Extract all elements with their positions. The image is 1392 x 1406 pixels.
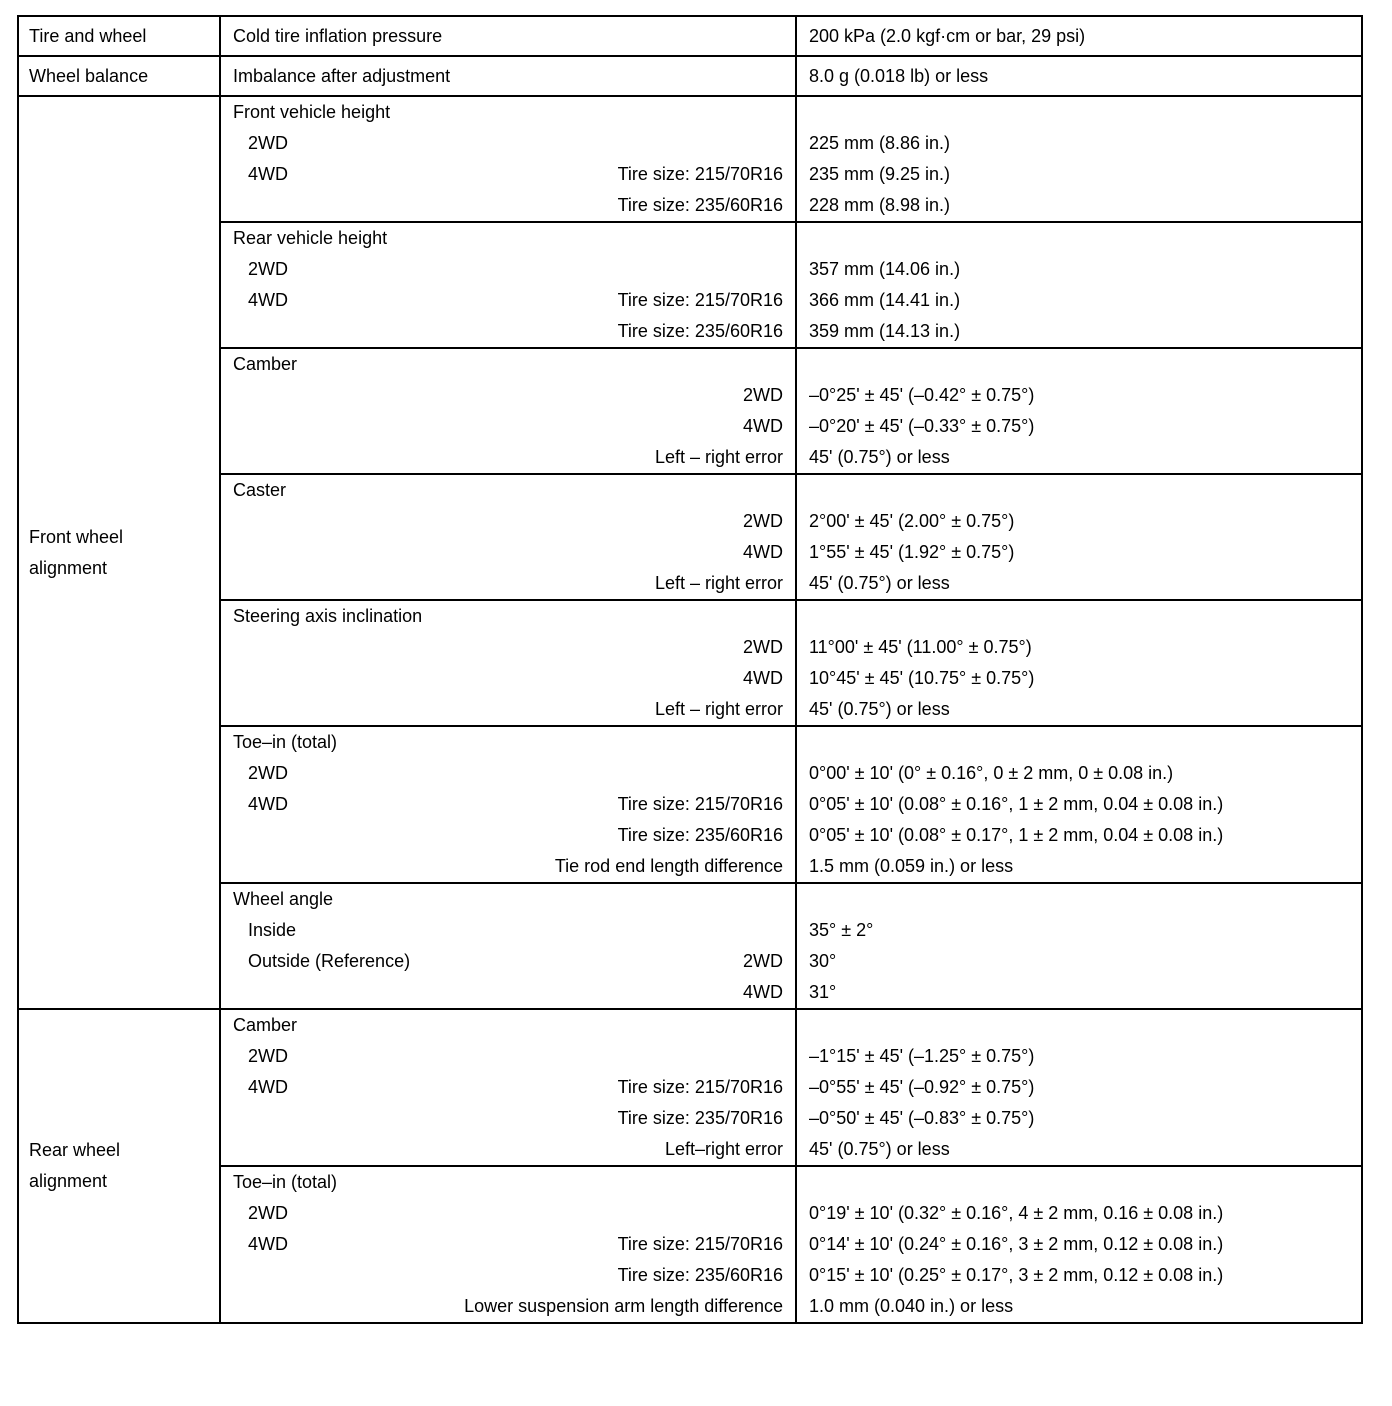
value-cell (796, 474, 1362, 600)
item-cell (220, 348, 796, 474)
condition-line (221, 316, 795, 347)
spec-value: 45' (0.75°) or less (809, 699, 950, 719)
section-title: Front vehicle height (233, 102, 391, 122)
blank-line (797, 1010, 1361, 1041)
condition-detail: Left – right error (654, 573, 783, 593)
condition-label (233, 1134, 665, 1165)
alignment-spec-table (17, 15, 1363, 1324)
condition-label (233, 632, 743, 663)
condition-detail: 4WD (743, 416, 783, 436)
table-row (18, 348, 1362, 474)
condition-label (233, 977, 743, 1008)
condition-detail: Tire size: 215/70R16 (617, 164, 783, 184)
value-cell (796, 726, 1362, 883)
condition-label (233, 568, 655, 599)
condition-label (233, 663, 743, 694)
condition-line (221, 663, 795, 694)
spec-value: 225 mm (8.86 in.) (809, 133, 951, 153)
condition-line (221, 190, 795, 221)
table-row (18, 883, 1362, 1009)
spec-value: 45' (0.75°) or less (809, 447, 950, 467)
item-cell (220, 726, 796, 883)
spec-value: 10°45' ± 45' (10.75° ± 0.75°) (809, 668, 1035, 688)
table-row (18, 474, 1362, 600)
blank-line (797, 884, 1361, 915)
condition-detail: Left – right error (654, 699, 783, 719)
condition-label: 2WD (248, 133, 288, 153)
category-label: alignment (29, 557, 108, 578)
condition-label: Outside (Reference) (248, 951, 411, 971)
blank-line (797, 475, 1361, 506)
value-cell (796, 1166, 1362, 1323)
item-cell (220, 222, 796, 348)
condition-label: 4WD (248, 290, 288, 310)
condition-detail: Tire size: 235/60R16 (617, 321, 783, 341)
condition-detail: 2WD (743, 951, 783, 971)
table-row (18, 600, 1362, 726)
condition-label: 2WD (248, 259, 288, 279)
condition-detail: Lower suspension arm length difference (464, 1296, 783, 1316)
condition-line (221, 411, 795, 442)
condition-line (221, 285, 795, 316)
condition-label: 2WD (248, 1046, 288, 1066)
spec-value: 1.5 mm (0.059 in.) or less (809, 856, 1014, 876)
condition-line (221, 128, 795, 159)
condition-line (221, 1103, 795, 1134)
condition-label: 4WD (248, 164, 288, 184)
condition-label (233, 694, 655, 725)
table-row (18, 222, 1362, 348)
category-cell: Wheel balance (18, 56, 220, 96)
condition-label: 2WD (248, 763, 288, 783)
condition-label: 4WD (248, 794, 288, 814)
table-row (18, 56, 1362, 96)
spec-value: 1.0 mm (0.040 in.) or less (809, 1296, 1014, 1316)
category-label: Rear wheel (29, 1140, 121, 1160)
section-title: Caster (233, 480, 287, 500)
item-cell (220, 96, 796, 222)
item-cell (220, 883, 796, 1009)
condition-detail: Tie rod end length difference (554, 856, 783, 876)
condition-label (233, 316, 618, 347)
condition-line (221, 506, 795, 537)
item-cell (220, 600, 796, 726)
condition-label (233, 537, 743, 568)
spec-value: 0°15' ± 10' (0.25° ± 0.17°, 3 ± 2 mm, 0.12 ± 0.08 in.) (809, 1265, 1224, 1285)
condition-line (221, 820, 795, 851)
condition-detail: Tire size: 235/60R16 (617, 195, 783, 215)
section-title: Toe–in (total) (233, 1172, 338, 1192)
item-cell: Cold tire inflation pressure (220, 16, 796, 56)
condition-line (221, 380, 795, 411)
condition-label: 4WD (248, 1234, 288, 1254)
spec-value: 2°00' ± 45' (2.00° ± 0.75°) (809, 511, 1015, 531)
section-title: Camber (233, 354, 298, 374)
condition-label (233, 1103, 618, 1134)
spec-value: 357 mm (14.06 in.) (809, 259, 961, 279)
table-row (18, 726, 1362, 883)
condition-detail: Left–right error (664, 1139, 783, 1159)
blank-line (797, 1167, 1361, 1198)
condition-detail: 4WD (743, 982, 783, 1002)
condition-line (221, 159, 795, 190)
condition-line (221, 1229, 795, 1260)
blank-line (797, 349, 1361, 380)
spec-value: 0°05' ± 10' (0.08° ± 0.17°, 1 ± 2 mm, 0.04 ± 0.08 in.) (809, 825, 1224, 845)
spec-value: 31° (809, 982, 837, 1002)
spec-value: 45' (0.75°) or less (809, 1139, 950, 1159)
category-label: alignment (29, 1171, 108, 1191)
condition-label (233, 1260, 618, 1291)
condition-detail: Tire size: 235/60R16 (617, 825, 783, 845)
spec-value: –0°20' ± 45' (–0.33° ± 0.75°) (809, 416, 1035, 436)
spec-value: 1°55' ± 45' (1.92° ± 0.75°) (809, 542, 1015, 562)
spec-value: –0°55' ± 45' (–0.92° ± 0.75°) (809, 1077, 1035, 1097)
category-label: Front wheel (29, 526, 124, 547)
item-cell (220, 1166, 796, 1323)
condition-detail: Tire size: 215/70R16 (617, 290, 783, 310)
spec-value: –1°15' ± 45' (–1.25° ± 0.75°) (809, 1046, 1035, 1066)
condition-detail: Tire size: 215/70R16 (617, 1077, 783, 1097)
condition-label: 2WD (248, 1203, 288, 1223)
condition-line (221, 1041, 795, 1072)
condition-line (221, 1260, 795, 1291)
value-cell (796, 222, 1362, 348)
condition-label (233, 1291, 464, 1322)
condition-line (221, 254, 795, 285)
condition-label (233, 851, 555, 882)
condition-label (233, 190, 618, 221)
condition-line (221, 1291, 795, 1322)
condition-line (221, 568, 795, 599)
condition-detail: 2WD (743, 385, 783, 405)
condition-line (221, 1134, 795, 1165)
condition-detail: Left – right error (654, 447, 783, 467)
value-cell (796, 600, 1362, 726)
table-row (18, 16, 1362, 56)
item-cell (220, 1009, 796, 1166)
spec-value: 11°00' ± 45' (11.00° ± 0.75°) (809, 637, 1032, 657)
spec-value: 45' (0.75°) or less (809, 573, 950, 593)
spec-value: –0°50' ± 45' (–0.83° ± 0.75°) (809, 1108, 1035, 1128)
section-title: Camber (233, 1015, 298, 1035)
spec-value: 0°05' ± 10' (0.08° ± 0.16°, 1 ± 2 mm, 0.04 ± 0.08 in.) (809, 794, 1224, 814)
category-cell (18, 96, 220, 1009)
section-title: Toe–in (total) (233, 732, 338, 752)
spec-value: 0°19' ± 10' (0.32° ± 0.16°, 4 ± 2 mm, 0.16 ± 0.08 in.) (809, 1203, 1224, 1223)
section-title: Rear vehicle height (233, 228, 388, 248)
condition-label (233, 380, 743, 411)
spec-value: 0°14' ± 10' (0.24° ± 0.16°, 3 ± 2 mm, 0.12 ± 0.08 in.) (809, 1234, 1224, 1254)
condition-detail: 4WD (743, 668, 783, 688)
blank-line (797, 601, 1361, 632)
condition-line (221, 632, 795, 663)
blank-line (797, 223, 1361, 254)
spec-value: 366 mm (14.41 in.) (809, 290, 961, 310)
condition-detail: Tire size: 215/70R16 (617, 1234, 783, 1254)
condition-detail: 2WD (743, 637, 783, 657)
condition-label (233, 820, 618, 851)
spec-value: 35° ± 2° (809, 920, 874, 940)
condition-detail: Tire size: 215/70R16 (617, 794, 783, 814)
category-cell: Tire and wheel (18, 16, 220, 56)
condition-label (233, 411, 743, 442)
condition-label (233, 506, 743, 537)
spec-value: 235 mm (9.25 in.) (809, 164, 951, 184)
condition-line (221, 758, 795, 789)
spec-value: 359 mm (14.13 in.) (809, 321, 961, 341)
value-cell: 200 kPa (2.0 kgf·cm or bar, 29 psi) (796, 16, 1362, 56)
table-row (18, 96, 1362, 222)
condition-detail: 2WD (743, 511, 783, 531)
spec-value: 0°00' ± 10' (0° ± 0.16°, 0 ± 2 mm, 0 ± 0.08 in.) (809, 763, 1174, 783)
section-title: Wheel angle (233, 889, 334, 909)
category-cell (18, 1009, 220, 1323)
item-cell: Imbalance after adjustment (220, 56, 796, 96)
condition-detail: Tire size: 235/60R16 (617, 1265, 783, 1285)
value-cell (796, 348, 1362, 474)
table-row (18, 1009, 1362, 1166)
value-cell (796, 883, 1362, 1009)
table-row (18, 1166, 1362, 1323)
condition-label: 4WD (248, 1077, 288, 1097)
blank-line (797, 97, 1361, 128)
condition-line (221, 694, 795, 725)
condition-line (221, 1072, 795, 1103)
blank-line (797, 727, 1361, 758)
condition-label (233, 442, 655, 473)
value-cell (796, 1009, 1362, 1166)
condition-line (221, 1198, 795, 1229)
condition-line (221, 915, 795, 946)
condition-line (221, 977, 795, 1008)
item-cell (220, 474, 796, 600)
condition-line (221, 789, 795, 820)
condition-line (221, 851, 795, 882)
value-cell: 8.0 g (0.018 lb) or less (796, 56, 1362, 96)
condition-detail: 4WD (743, 542, 783, 562)
spec-value: 30° (809, 951, 837, 971)
condition-line (221, 946, 795, 977)
condition-label: Inside (248, 920, 297, 940)
section-title: Steering axis inclination (233, 606, 423, 626)
condition-line (221, 442, 795, 473)
condition-line (221, 537, 795, 568)
spec-value: 228 mm (8.98 in.) (809, 195, 951, 215)
condition-detail: Tire size: 235/70R16 (617, 1108, 783, 1128)
value-cell (796, 96, 1362, 222)
spec-value: –0°25' ± 45' (–0.42° ± 0.75°) (809, 385, 1035, 405)
